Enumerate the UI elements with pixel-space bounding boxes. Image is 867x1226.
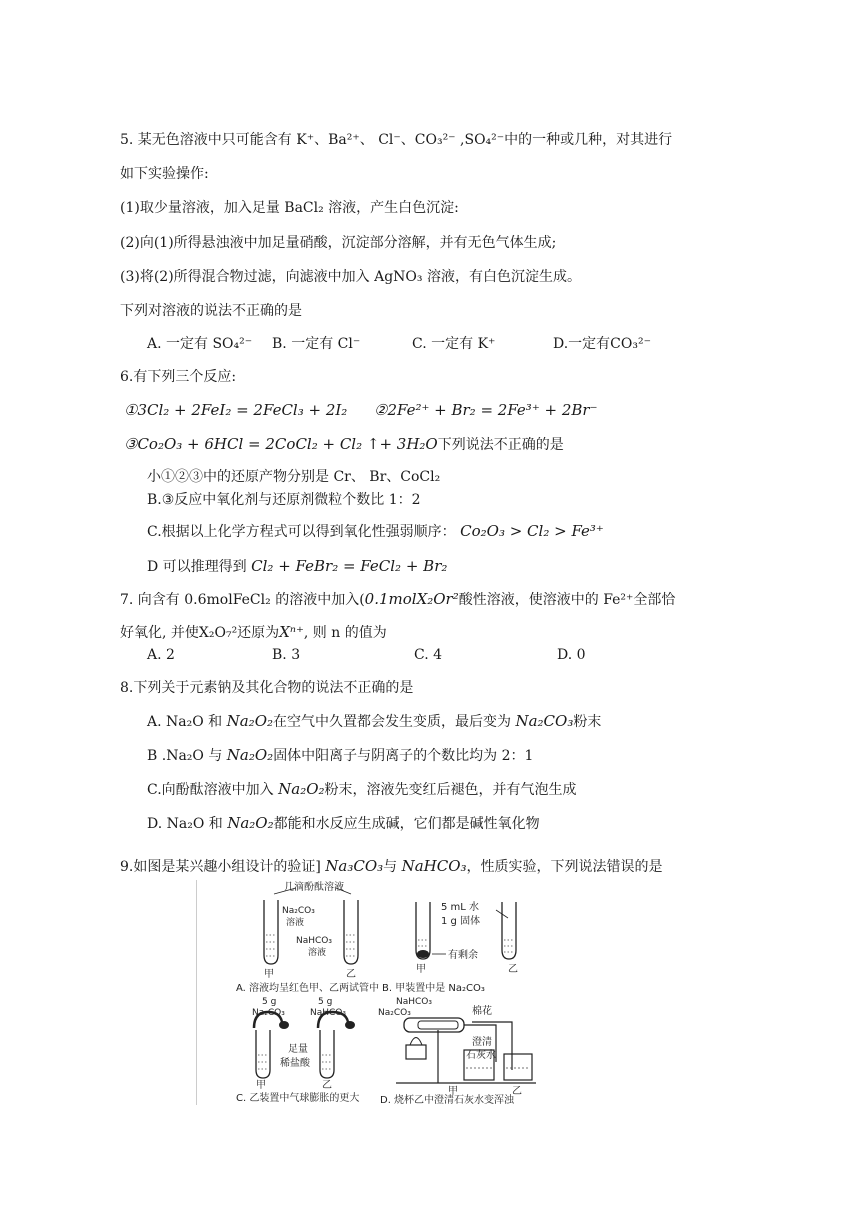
q6-option-b: B.③反应中氧化剂与还原剂微粒个数比 1：2 [147, 492, 421, 508]
d-label-jia: 甲 [448, 1086, 458, 1097]
test-tube-b-yi [502, 902, 516, 959]
a-label-yi: 乙 [346, 969, 356, 980]
test-tube-c-yi [320, 1030, 334, 1078]
q8-c-formula: Na₂O₂ [278, 780, 325, 798]
q8-a-formula-2: Na₂CO₃ [515, 712, 574, 730]
q5-question: 下列对溶液的说法不正确的是 [120, 303, 302, 319]
b-label-jia: 甲 [416, 964, 426, 975]
q5-stem-line1: 5. 某无色溶液中只可能含有 K⁺、Ba²⁺、 Cl⁻、CO₃²⁻ ,SO₄²⁻中的一种或几种，对其进行 [120, 132, 673, 148]
inner-tube [418, 1021, 458, 1029]
q8-c-text: 粉末，溶液先变红后褪色，并有气泡生成 [324, 782, 577, 798]
q7-stem-a: 7. 向含有 0.6molFeCl₂ 的溶液中加入( [120, 592, 365, 608]
d-label-lime-2: 石灰水 [466, 1050, 496, 1061]
d-label-yi: 乙 [512, 1086, 522, 1097]
test-tube-jia [264, 900, 278, 964]
q8-a-formula-1: Na₂O₂ [226, 712, 274, 730]
q8-option-a: A. Na₂O 和 [147, 714, 227, 730]
q8-d-formula: Na₂O₂ [227, 814, 274, 832]
q5-step3: (3)将(2)所得混合物过滤，向滤液中加入 AgNO₃ 溶液，有白色沉淀生成。 [120, 269, 581, 285]
q7-option-b: B. 3 [272, 647, 301, 663]
a-caption: A. 溶液均呈红色甲、乙两试管中 [236, 983, 380, 994]
q6-stem: 6.有下列三个反应: [120, 369, 237, 385]
q5-step1: (1)取少量溶液，加入足量 BaCl₂ 溶液，产生白色沉淀: [120, 200, 459, 216]
c-label-yi: 乙 [322, 1080, 332, 1091]
q5-stem-line2: 如下实验操作: [120, 166, 209, 182]
a-label-solution-2: 溶液 [308, 948, 327, 958]
b-label-solid: 1 g 固体 [441, 916, 481, 927]
a-label-na2co3: Na₂CO₃ [282, 906, 315, 916]
c-label-hcl-2: 稀盐酸 [280, 1058, 310, 1069]
q6-option-d: D 可以推理得到 [147, 559, 247, 575]
c-label-jia: 甲 [256, 1080, 266, 1091]
test-tube-c-jia [256, 1030, 270, 1078]
q7-stem-c: 好氧化, 并使X₂O₇²还原为 [120, 625, 280, 641]
q7-stem-d: , 则 n 的值为 [303, 625, 387, 641]
b-label-water: 5 mL 水 [441, 902, 480, 913]
q9-formula-2: NaHCO₃ [401, 857, 467, 875]
a-label-jia: 甲 [264, 969, 274, 980]
q9-stem-a: 9.如图是某兴趣小组设计的验证] [120, 859, 326, 875]
test-tube-yi [344, 900, 358, 964]
q7-ion: Xⁿ⁺ [279, 623, 304, 641]
a-label-top: 几滴酚酞溶液 [284, 882, 344, 893]
q6-reaction-3: ③Co₂O₃ + 6HCl = 2CoCl₂ + Cl₂ ↑+ 3H₂O [124, 435, 438, 453]
b-caption: B. 甲装置中是 Na₂CO₃ [382, 983, 485, 994]
q5-option-d: D.一定有CO₃²⁻ [553, 336, 651, 352]
c-caption: C. 乙装置中气球膨胀的更大 [236, 1093, 360, 1104]
q8-a-text: 在空气中久置都会发生变质，最后变为 [273, 714, 516, 730]
c-label-5g-2: 5 g [318, 997, 333, 1007]
a-label-solution-1: 溶液 [286, 918, 305, 928]
q8-option-b: B .Na₂O 与 [147, 748, 227, 764]
c-label-na2co3: Na₂CO₃ [252, 1008, 285, 1018]
q8-stem: 8.下列关于元素钠及其化合物的说法不正确的是 [120, 680, 414, 696]
q8-option-c: C.向酚酞溶液中加入 [147, 782, 279, 798]
q6-option-a: 小①②③中的还原产物分别是 Cr、 Br、CoCl₂ [147, 469, 441, 485]
q6-option-c-formula: Co₂O₃ > Cl₂ > Fe³⁺ [460, 522, 604, 540]
c-label-hcl-1: 足量 [288, 1044, 308, 1055]
beaker-yi [504, 1054, 532, 1080]
q9-stem-b: 与 [383, 859, 402, 875]
q8-d-text: 都能和水反应生成碱，它们都是碱性氧化物 [273, 816, 540, 832]
q7-option-c: C. 4 [414, 647, 443, 663]
c-label-nahco3: NaHCO₃ [310, 1008, 346, 1018]
outer-tube [404, 1018, 464, 1032]
q6-question: 下列说法不正确的是 [437, 437, 564, 453]
q5-option-c: C. 一定有 K⁺ [412, 336, 496, 352]
q8-b-text: 固体中阳离子与阴离子的个数比均为 2：1 [273, 748, 534, 764]
d-caption: D. 烧杯乙中澄清石灰水变浑浊 [380, 1095, 515, 1105]
d-label-nahco3: NaHCO₃ [396, 997, 432, 1007]
b-label-remaining: 有剩余 [448, 950, 478, 961]
q6-reaction-2: ②2Fe²⁺ + Br₂ = 2Fe³⁺ + 2Br⁻ [374, 401, 598, 419]
q5-option-a: A. 一定有 SO₄²⁻ [147, 336, 253, 352]
d-label-na2co3: Na₂CO₃ [378, 1008, 411, 1018]
q7-stem-b: 酸性溶液，使溶液中的 Fe²⁺全部恰 [458, 592, 676, 608]
q9-experiment-figure [196, 880, 540, 1105]
a-label-nahco3: NaHCO₃ [296, 936, 332, 946]
b-label-yi: 乙 [508, 964, 518, 975]
d-label-lime-1: 澄清 [472, 1037, 492, 1048]
q5-option-b: B. 一定有 Cl⁻ [272, 336, 361, 352]
d-label-cotton: 棉花 [472, 1006, 492, 1017]
q9-stem-c: ，性质实验，下列说法错误的是 [466, 859, 663, 875]
q6-reaction-1: ①3Cl₂ + 2FeI₂ = 2FeCl₃ + 2I₂ [124, 401, 348, 419]
c-label-5g-1: 5 g [262, 997, 277, 1007]
q6-option-d-formula: Cl₂ + FeBr₂ = FeCl₂ + Br₂ [251, 557, 448, 575]
q8-b-formula: Na₂O₂ [226, 746, 274, 764]
flame [410, 1038, 422, 1046]
q9-formula-1: Na₃CO₃ [325, 857, 384, 875]
q8-option-d: D. Na₂O 和 [147, 816, 228, 832]
lamp [406, 1045, 426, 1059]
q7-option-d: D. 0 [557, 647, 586, 663]
q5-step2: (2)向(1)所得悬浊液中加足量硝酸，沉淀部分溶解，并有无色气体生成; [120, 235, 557, 251]
q6-option-c: C.根据以上化学方程式可以得到氧化性强弱顺序： [147, 524, 456, 540]
q7-option-a: A. 2 [147, 647, 175, 663]
q8-a-tail: 粉末 [573, 714, 602, 730]
q7-formula: 0.1molX₂Or² [364, 590, 459, 608]
